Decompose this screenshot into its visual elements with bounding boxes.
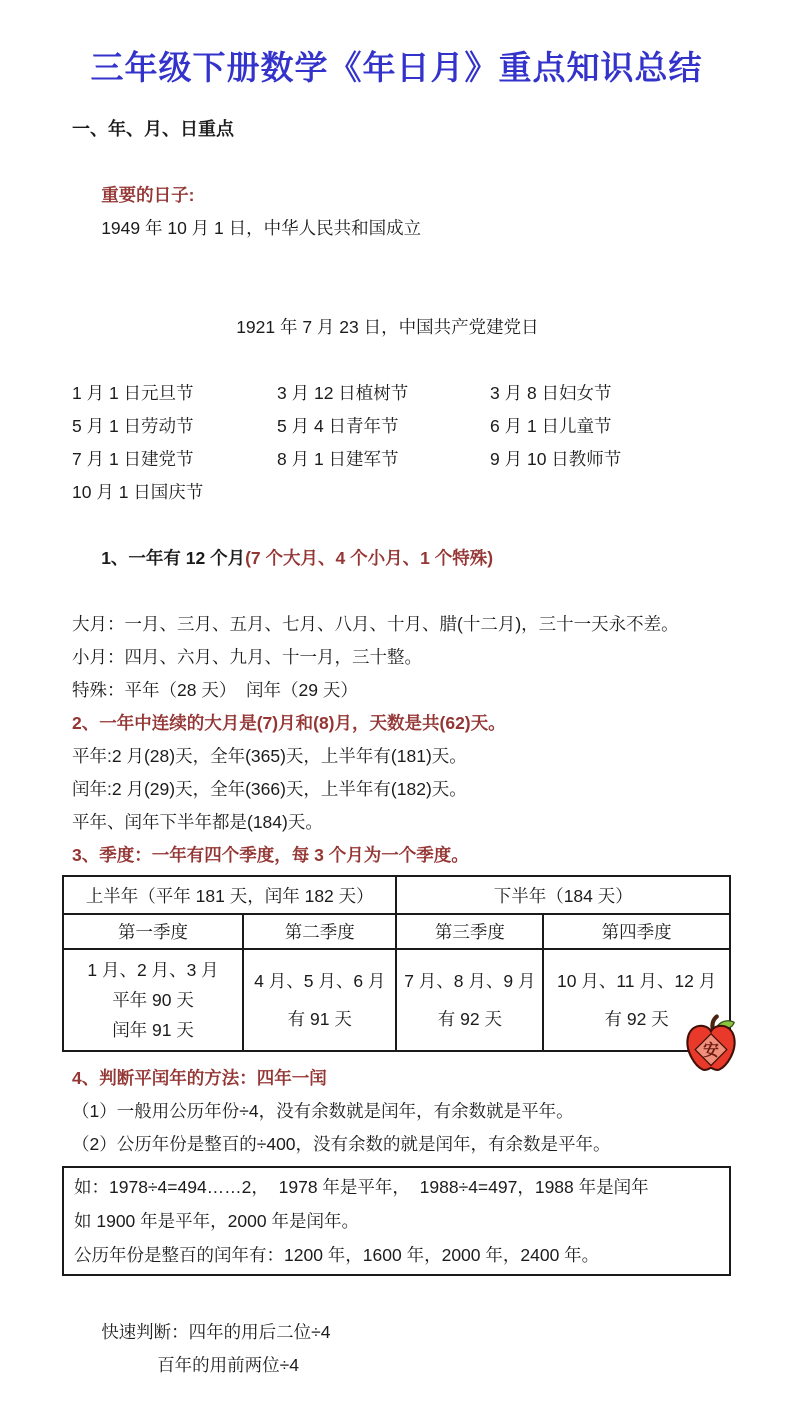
quick-judge-hundred-years: 百年的用前两位÷4: [157, 1355, 300, 1375]
common-year-line: 平年:2 月(28)天，全年(365)天，上半年有(181)天。: [72, 746, 467, 766]
second-half-line: 平年、闰年下半年都是(184)天。: [72, 812, 323, 832]
point1-highlight: (7 个大月、4 个小月、1 个特殊): [245, 548, 494, 568]
example-line1: 如：1978÷4=494……2， 1978 年是平年， 1988÷4=497，1988 年是闰年: [74, 1177, 649, 1197]
section-heading: 一、年、月、日重点: [72, 119, 234, 139]
rule1-line: （1）一般用公历年份÷4，没有余数就是闰年，有余数就是平年。: [72, 1101, 574, 1121]
q1-leap-days: 闰年 91 天: [112, 1020, 194, 1040]
rule2-line: （2）公历年份是整百的÷400，没有余数的就是闰年，有余数是平年。: [72, 1134, 611, 1154]
big-months-line: 大月：一月、三月、五月、七月、八月、十月、腊(十二月)，三十一天永不差。: [72, 614, 679, 634]
holiday-row: [62, 377, 731, 410]
small-months-line: 小月：四月、六月、九月、十一月，三十整。: [72, 647, 422, 667]
point4-line: 4、判断平闰年的方法：四年一闰: [72, 1068, 327, 1088]
holiday-item: 6 月 1 日儿童节: [490, 416, 612, 436]
apple-seal-icon: [681, 1014, 741, 1082]
seal-character: 安: [703, 1042, 719, 1060]
q4-days: 有 92 天: [604, 1009, 669, 1029]
leap-year-line: 闰年:2 月(29)天，全年(366)天，上半年有(182)天。: [72, 779, 467, 799]
holiday-row: [62, 443, 731, 476]
example-box: [62, 1166, 731, 1276]
quick-judge-four-years: 快速判断：四年的用后二位÷4: [101, 1322, 331, 1342]
point3-line: 3、季度：一年有四个季度，每 3 个月为一个季度。: [72, 845, 469, 865]
holiday-row: [62, 410, 731, 443]
quarter-cell-q1: [63, 949, 243, 1051]
quarter-cell-q3: [396, 949, 543, 1051]
q3-months: 7 月、8 月、9 月: [404, 971, 536, 991]
holiday-item: 8 月 1 日建军节: [277, 449, 399, 469]
point1-prefix: 1、一年有 12 个月: [101, 548, 246, 568]
q2-days: 有 91 天: [287, 1009, 352, 1029]
page-title: 三年级下册数学《年日月》重点知识总结: [90, 49, 703, 86]
quarter-header-q2: 第二季度: [243, 914, 396, 949]
important-day-party: 1921 年 7 月 23 日，中国共产党建党日: [236, 317, 539, 337]
quarters-table: [62, 875, 731, 1052]
holiday-item: 3 月 12 日植树节: [277, 383, 409, 403]
point2-line: 2、一年中连续的大月是(7)月和(8)月，天数是共(62)天。: [72, 713, 506, 733]
quarter-cell-q2: [243, 949, 396, 1051]
important-days-label: 重要的日子:: [101, 185, 195, 205]
q4-months: 10 月、11 月、12 月: [557, 971, 717, 991]
holiday-item: 1 月 1 日元旦节: [72, 383, 194, 403]
first-half-header: 上半年（平年 181 天，闰年 182 天）: [63, 876, 396, 914]
q2-months: 4 月、5 月、6 月: [254, 971, 386, 991]
important-day-founding: 1949 年 10 月 1 日，中华人民共和国成立: [101, 218, 422, 238]
example-line2: 如 1900 年是平年，2000 年是闰年。: [74, 1211, 359, 1231]
q1-months: 1 月、2 月、3 月: [87, 960, 219, 980]
example-line3: 公历年份是整百的闰年有：1200 年，1600 年，2000 年，2400 年。: [74, 1245, 600, 1265]
document-body: [0, 113, 793, 1415]
holiday-item: 3 月 8 日妇女节: [490, 383, 612, 403]
special-month-line: 特殊：平年（28 天） 闰年（29 天）: [72, 680, 358, 700]
holiday-item: 5 月 4 日青年节: [277, 416, 399, 436]
holiday-item: 9 月 10 日教师节: [490, 449, 622, 469]
holiday-item: 5 月 1 日劳动节: [72, 416, 194, 436]
document-page: [0, 42, 793, 1375]
important-days-line2: [62, 278, 731, 377]
second-half-header: 下半年（184 天）: [396, 876, 730, 914]
point1-line: [62, 509, 731, 608]
quarter-header-q4: 第四季度: [543, 914, 730, 949]
important-days-line1: [62, 146, 731, 278]
quarter-header-q1: 第一季度: [63, 914, 243, 949]
holiday-item: 7 月 1 日建党节: [72, 449, 194, 469]
q3-days: 有 92 天: [437, 1009, 502, 1029]
q1-common-days: 平年 90 天: [112, 990, 194, 1010]
quick-judge-line: [62, 1283, 731, 1415]
quarter-header-q3: 第三季度: [396, 914, 543, 949]
holiday-item-national-day: 10 月 1 日国庆节: [72, 482, 204, 502]
